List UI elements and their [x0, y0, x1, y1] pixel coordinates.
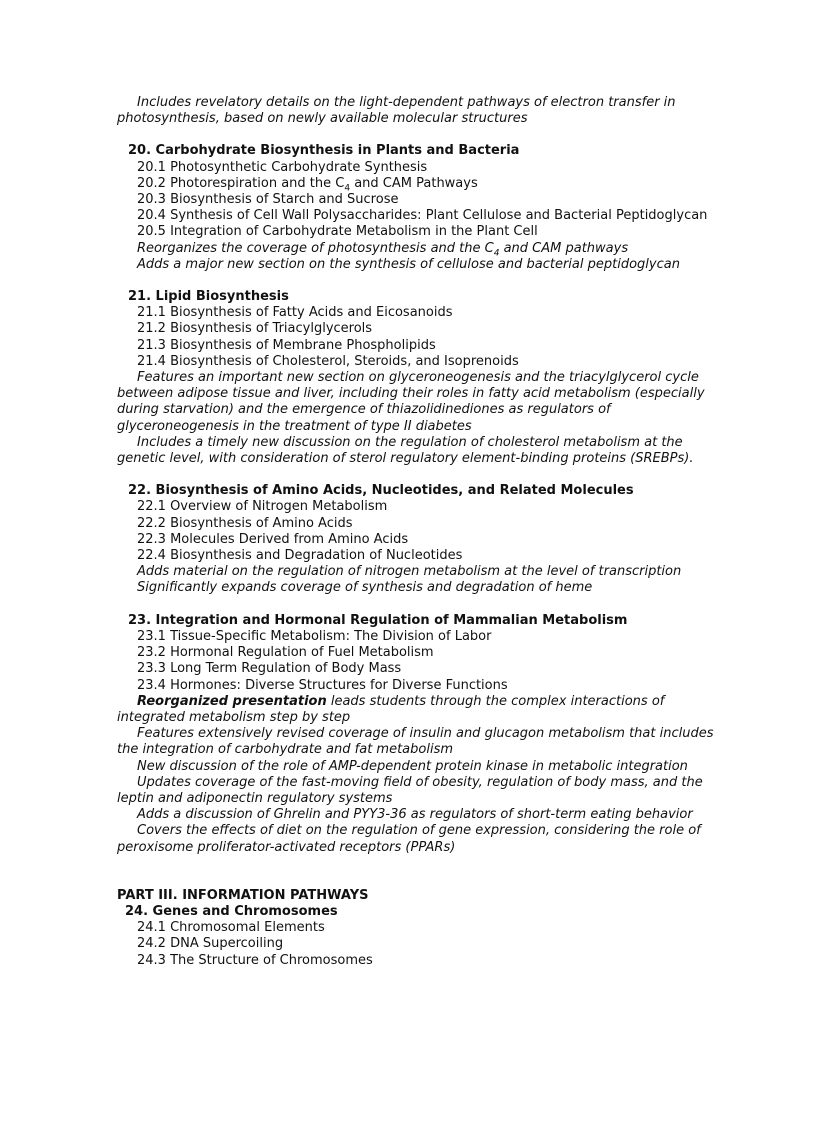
section-23-4: 23.4 Hormones: Diverse Structures for Diverse Functions	[137, 677, 508, 693]
chapter-23-note-2: New discussion of the role of AMP-dependent protein kinase in metabolic integration	[137, 758, 688, 774]
section-20-2: 20.2 Photorespiration and the $C_4$ and CAM Pathways	[137, 175, 478, 194]
chapter-23-lead-note: Reorganized presentation leads students through the complex interactions of integrated metabolism step by step	[117, 693, 665, 725]
section-22-4: 22.4 Biosynthesis and Degradation of Nucleotides	[137, 548, 463, 564]
intro-note: Includes revelatory details on the light-dependent pathways of electron transfer in photosynthesis, based on newly available molecular structures	[117, 95, 676, 127]
chapter-20-note-2: Adds a major new section on the synthesis of cellulose and bacterial peptidoglycan	[137, 256, 680, 272]
chapter-22-note-1: Adds material on the regulation of nitrogen metabolism at the level of transcription	[137, 564, 682, 580]
section-21-3: 21.3 Biosynthesis of Membrane Phospholipids	[137, 337, 436, 353]
chapter-21-note-1: Features an important new section on glyceroneogenesis and the triacylglycerol cycle between adipose tissue and liver, including their roles in fatty acid metabolism (especially during starvation) and the emergence of thiazolidinediones as regulators of glyceroneogenesis in the treatment of type II diabetes	[117, 370, 705, 434]
chapter-23-note-1: Features extensively revised coverage of insulin and glucagon metabolism that includes the integration of carbohydrate and fat metabolism	[117, 726, 714, 758]
section-20-3: 20.3 Biosynthesis of Starch and Sucrose	[137, 192, 399, 208]
section-20-4: 20.4 Synthesis of Cell Wall Polysaccharides: Plant Cellulose and Bacterial Peptidoglycan	[137, 208, 708, 224]
section-24-2: 24.2 DNA Supercoiling	[137, 936, 284, 952]
chapter-23-note-5: Covers the effects of diet on the regulation of gene expression, considering the role of peroxisome proliferator-activated receptors (PPARs)	[117, 823, 701, 855]
chapter-24-title: 24. Genes and Chromosomes	[125, 903, 338, 919]
section-21-2: 21.2 Biosynthesis of Triacylglycerols	[137, 321, 373, 337]
section-22-3: 22.3 Molecules Derived from Amino Acids	[137, 531, 409, 547]
section-20-5: 20.5 Integration of Carbohydrate Metabolism in the Plant Cell	[137, 224, 538, 240]
section-24-3: 24.3 The Structure of Chromosomes	[137, 952, 373, 968]
section-21-4: 21.4 Biosynthesis of Cholesterol, Steroids, and Isoprenoids	[137, 353, 519, 369]
section-24-1: 24.1 Chromosomal Elements	[137, 920, 325, 936]
chapter-23-note-4: Adds a discussion of Ghrelin and PYY3-36 as regulators of short-term eating behavior	[137, 807, 693, 823]
chapter-23-note-3: Updates coverage of the fast-moving field of obesity, regulation of body mass, and the leptin and adiponectin regulatory systems	[117, 774, 703, 806]
chapter-23-title: 23. Integration and Hormonal Regulation of Mammalian Metabolism	[128, 612, 628, 628]
chapter-21-title: 21. Lipid Biosynthesis	[128, 289, 289, 305]
chapter-20-note-1: Reorganizes the coverage of photosynthesis and the $C_4$ and CAM pathways	[137, 240, 629, 259]
section-23-1: 23.1 Tissue-Specific Metabolism: The Division of Labor	[137, 628, 492, 644]
chapter-22-note-2: Significantly expands coverage of synthesis and degradation of heme	[137, 580, 593, 596]
section-22-1: 22.1 Overview of Nitrogen Metabolism	[137, 499, 388, 515]
chapter-22-title: 22. Biosynthesis of Amino Acids, Nucleotides, and Related Molecules	[128, 483, 634, 499]
section-22-2: 22.2 Biosynthesis of Amino Acids	[137, 515, 353, 531]
section-20-1: 20.1 Photosynthetic Carbohydrate Synthesis	[137, 159, 428, 175]
part-3-title: PART III. INFORMATION PATHWAYS	[117, 887, 369, 903]
chapter-20-title: 20. Carbohydrate Biosynthesis in Plants and Bacteria	[128, 143, 520, 159]
section-21-1: 21.1 Biosynthesis of Fatty Acids and Eicosanoids	[137, 305, 453, 321]
chapter-21-note-2: Includes a timely new discussion on the regulation of cholesterol metabolism at the genetic level, with consideration of sterol regulatory element-binding proteins (SREBPs).	[117, 434, 694, 467]
section-23-2: 23.2 Hormonal Regulation of Fuel Metabolism	[137, 645, 434, 661]
section-23-3: 23.3 Long Term Regulation of Body Mass	[137, 661, 402, 677]
page-content	[117, 95, 732, 969]
